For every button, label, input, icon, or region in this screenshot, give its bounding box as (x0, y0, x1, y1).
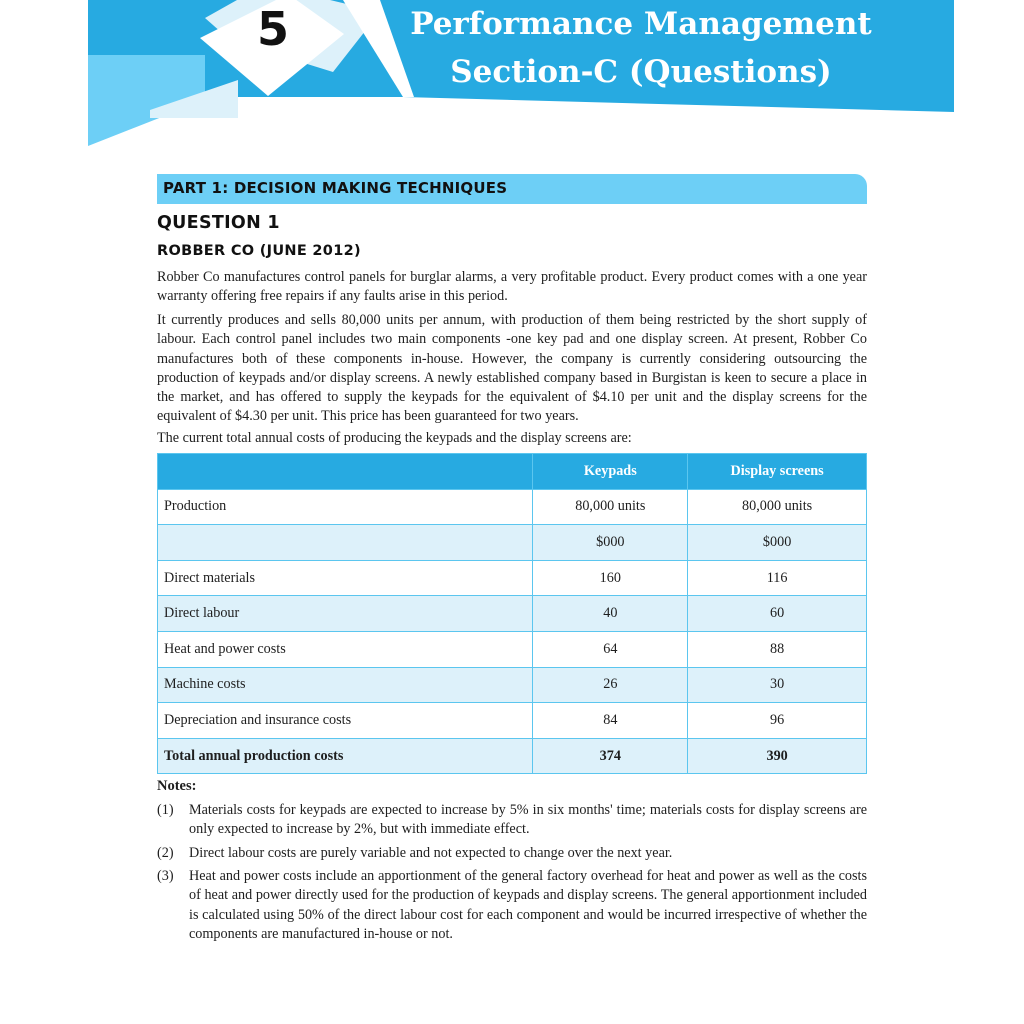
display-screens-cell: 30 (688, 667, 867, 703)
notes-heading: Notes: (157, 778, 197, 794)
note-item (157, 801, 867, 840)
display-screens-cell: 60 (688, 596, 867, 632)
display-screens-cell: 88 (688, 631, 867, 667)
display-screens-cell: 116 (688, 560, 867, 596)
display-screens-cell: 80,000 units (688, 489, 867, 525)
note-text: Heat and power costs include an apportionment of the general factory overhead for heat and power as well as the costs of heat and power directly used for the production of keypads and display screens. The general apportionment included is calculated using 50% of the direct labour cost for each component and would be incurred irrespective of whether the components are manufactured in-house or not. (189, 868, 867, 942)
table-row (158, 489, 867, 525)
chapter-number: 5 (256, 2, 289, 56)
keypads-cell: 26 (533, 667, 688, 703)
table-row (158, 703, 867, 739)
note-item (157, 844, 867, 863)
question-paragraph: It currently produces and sells 80,000 units per annum, with production of them being restricted by the short supply of labour. Each control panel includes two main components -one key pad and one display screen. At present, Robber Co manufactures both of these components in-house. However, the company is currently considering outsourcing the production of keypads and/or display screens. A newly established company based in Burgistan is keen to secure a place in the market, and has offered to supply the keypads for the equivalent of $4.10 per unit and the display screens for the equivalent of $4.30 per unit. This price has been guaranteed for two years. (157, 312, 867, 425)
table-header-row (158, 454, 867, 490)
part-title: PART 1: DECISION MAKING TECHNIQUES (163, 179, 508, 197)
keypads-cell: 40 (533, 596, 688, 632)
chapter-title (400, 0, 882, 96)
row-label: Total annual production costs (158, 738, 533, 774)
row-label: Depreciation and insurance costs (158, 703, 533, 739)
table-row (158, 560, 867, 596)
keypads-cell: 64 (533, 631, 688, 667)
table-row (158, 596, 867, 632)
row-label: Production (158, 489, 533, 525)
table-total-row (158, 738, 867, 774)
table-header-cell: Display screens (688, 454, 867, 490)
question-paragraph: Robber Co manufactures control panels for burglar alarms, a very profitable product. Every product comes with a one year warranty offering free repairs if any faults arise in this period. (157, 269, 867, 305)
display-screens-cell: 96 (688, 703, 867, 739)
row-label: Direct labour (158, 596, 533, 632)
keypads-cell: 374 (533, 738, 688, 774)
chapter-title-line-2: Section-C (Questions) (450, 54, 832, 90)
question-subtitle: ROBBER CO (JUNE 2012) (157, 243, 361, 259)
row-label (158, 525, 533, 561)
table-row (158, 525, 867, 561)
table-header-cell (158, 454, 533, 490)
note-text: Direct labour costs are purely variable and not expected to change over the next year. (189, 845, 673, 861)
question-paragraph: The current total annual costs of producing the keypads and the display screens are: (157, 430, 632, 446)
keypads-cell: 80,000 units (533, 489, 688, 525)
row-label: Direct materials (158, 560, 533, 596)
display-screens-cell: 390 (688, 738, 867, 774)
table-row (158, 667, 867, 703)
question-title: QUESTION 1 (157, 213, 280, 233)
chapter-title-line-1: Performance Management (410, 6, 872, 42)
table-row (158, 631, 867, 667)
note-index: (2) (157, 845, 174, 861)
row-label: Heat and power costs (158, 631, 533, 667)
keypads-cell: $000 (533, 525, 688, 561)
display-screens-cell: $000 (688, 525, 867, 561)
note-index: (1) (157, 802, 174, 818)
note-index: (3) (157, 868, 174, 884)
note-text: Materials costs for keypads are expected to increase by 5% in six months' time; materials costs for display screens are only expected to increase by 2%, but with immediate effect. (189, 802, 867, 838)
part-heading-bar (157, 174, 867, 204)
row-label: Machine costs (158, 667, 533, 703)
table-header-cell: Keypads (533, 454, 688, 490)
cost-table (157, 453, 867, 774)
note-item (157, 867, 867, 944)
keypads-cell: 84 (533, 703, 688, 739)
keypads-cell: 160 (533, 560, 688, 596)
